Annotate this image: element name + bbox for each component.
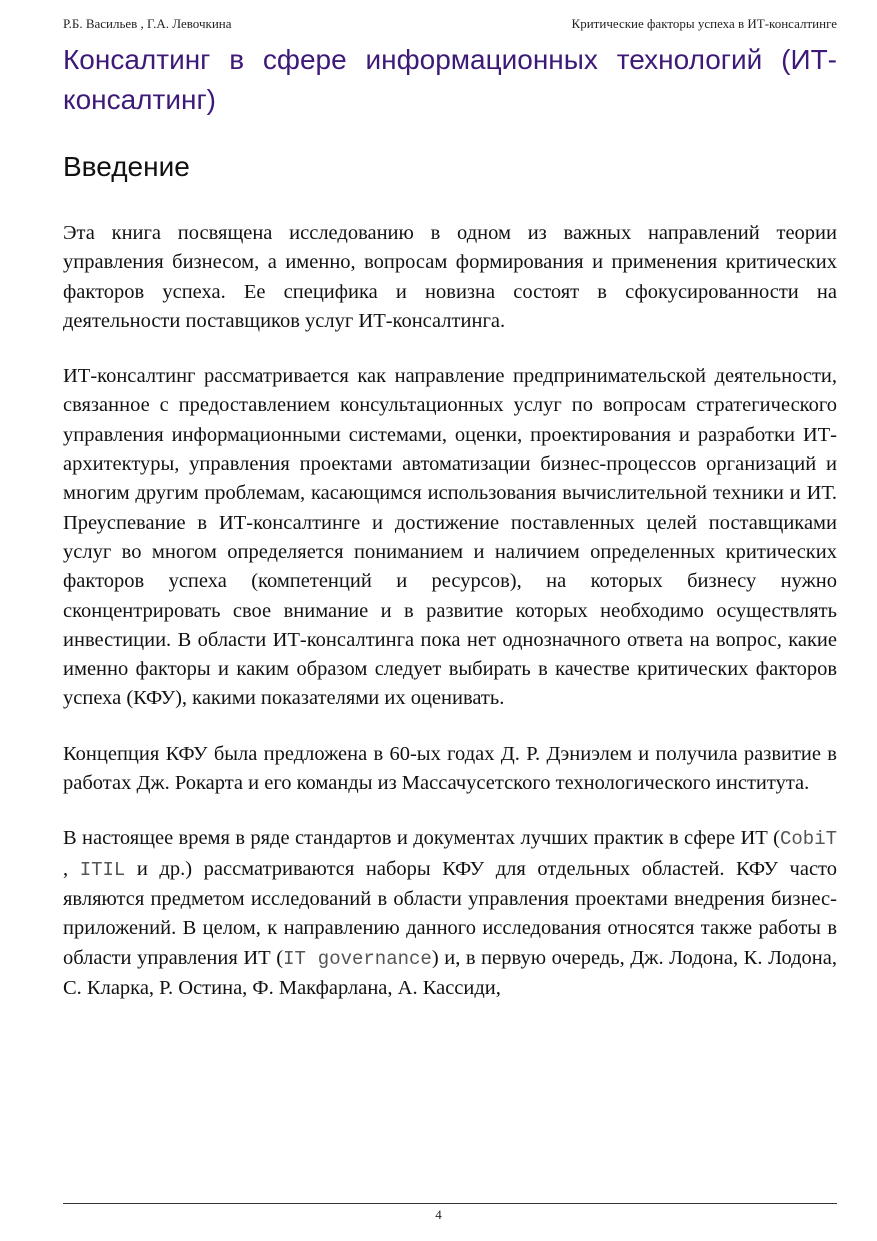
chapter-title: Консалтинг в сфере информационных технологий (ИТ-консалтинг) <box>63 44 837 115</box>
footer-divider <box>63 1203 837 1204</box>
paragraph-4-part-2: и др.) рассматриваются наборы КФУ для отдельных областей. КФУ часто являются предметом исследований в области управления проектами внедрения бизнес-приложений. В целом, к направлению данного исследования относятся также работы в области управления ИТ ( <box>63 857 837 969</box>
body-text <box>63 219 837 1029</box>
header-authors: Р.Б. Васильев , Г.А. Левочкина <box>63 16 232 31</box>
paragraph-1: Эта книга посвящена исследованию в одном из важных направлений теории управления бизнесом, а именно, вопросам формирования и применения критических факторов успеха. Ее специфика и новизна состоят в сфокусированности на деятельности поставщиков услуг ИТ-консалтинга. <box>63 222 837 332</box>
paragraph-4 <box>63 824 837 1003</box>
header-book-title: Критические факторы успеха в ИТ-консалтинге <box>571 16 837 31</box>
paragraph-2: ИТ-консалтинг рассматривается как направление предпринимательской деятельности, связанное с предоставлением консультационных услуг по вопросам стратегического управления информационными системами, оценки, проектирования и разработки ИТ-архитектуры, управления проектами автоматизации бизнес-процессов организаций и многим другим проблемам, касающимся использования вычислительной техники и ИТ. Преуспевание в ИТ-консалтинге и достижение поставленных целей поставщиками услуг во многом определяется пониманием и наличием определенных критических факторов успеха (компетенций и ресурсов), на которых бизнесу нужно сконцентрировать свое внимание и в развитие которых необходимо осуществлять инвестиции. В области ИТ-консалтинга пока нет однозначного ответа на вопрос, какие именно факторы и каким образом следует выбирать в качестве критических факторов успеха (КФУ), какими показателями их оценивать. <box>63 365 837 710</box>
paragraph-4-part-1: В настоящее время в ряде стандартов и документах лучших практик в сфере ИТ ( <box>63 827 780 850</box>
term-itil: ITIL <box>79 858 126 881</box>
page-number: 4 <box>435 1207 442 1222</box>
paragraph-4-part-3: ) и, в первую очередь, Дж. Лодона, К. Лодона, С. Кларка, Р. Остина, Ф. Макфарлана, А. Кассиди, <box>63 946 837 999</box>
paragraph-3: Концепция КФУ была предложена в 60-ых годах Д. Р. Дэниэлем и получила развитие в работах Дж. Рокарта и его команды из Массачусетского технологического института. <box>63 742 837 795</box>
term-cobit: CobiT <box>779 828 837 851</box>
term-it-governance: IT governance <box>283 947 432 970</box>
running-header <box>63 16 837 34</box>
section-title: Введение <box>63 151 190 182</box>
paragraph-4-separator: , <box>63 857 80 880</box>
